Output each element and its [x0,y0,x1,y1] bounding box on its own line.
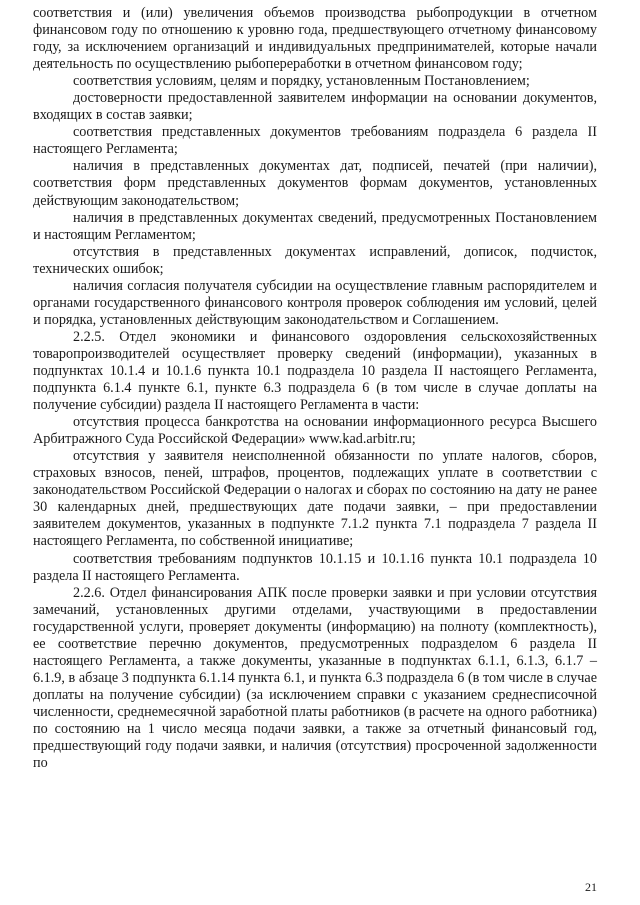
paragraph-subpoints-compliance: соответствия требованиям подпунктов 10.1.15 и 10.1.16 пункта 10.1 подраздела 10 раздела II настоящего Регламента. [33,550,597,584]
paragraph-conditions: соответствия условиям, целям и порядку, установленным Постановлением; [73,73,530,90]
page-number: 21 [585,880,597,894]
paragraph-requirements: соответствия представленных документов требованиям подраздела 6 раздела II настоящего Регламента; [33,124,597,158]
paragraph-reliability: достоверности предоставленной заявителем информации на основании документов, входящих в состав заявки; [33,90,597,124]
paragraph-2-2-6: 2.2.6. Отдел финансирования АПК после проверки заявки и при условии отсутствия замечаний, установленных другими отделами, участвующими в предоставлении государственной услуги, проверяет документы (информацию) на полноту (комплектность), ее соответствие перечню документов, предусмотренных подразделом 6 раздела II настоящего Регламента, а также документы, указанные в подпунктах 6.1.1, 6.1.3, 6.1.7 – 6.1.9, в абзаце 3 подпункта 6.1.14 пункта 6.1, и пункта 6.3 подраздела 6 (в том числе в случае доплаты на получение субсидии) (за исключением справки с указанием среднесписочной численности, среднемесячной заработной платы работников (в расчете на одного работника) по состоянию на 1 число месяца подачи заявки, а также за отчетный финансовый год, предшествующий году подачи заявки, и наличия (отсутствия) просроченной задолженности по [33,584,597,772]
paragraph-dates-signatures: наличия в представленных документах дат, подписей, печатей (при наличии), соответствия форм представленных документов формам документов, установленных действующим законодательством; [33,158,597,209]
document-body [33,5,597,772]
paragraph-consent: наличия согласия получателя субсидии на осуществление главным распорядителем и органами государственного финансового контроля проверок соблюдения им условий, целей и порядка, установленных действующим законодательством и Соглашением. [33,277,597,328]
paragraph-information-present: наличия в представленных документах сведений, предусмотренных Постановлением и настоящим Регламентом; [33,209,597,243]
paragraph-bankruptcy: отсутствия процесса банкротства на основании информационного ресурса Высшего Арбитражного Суда Российской Федерации» www.kad.arbitr.ru; [33,414,597,448]
paragraph-fishery-volume: соответствия и (или) увеличения объемов производства рыбопродукции в отчетном финансовом году по отношению к уровню года, предшествующего отчетному финансовому году, за исключением организаций и индивидуальных предпринимателей, которые начали деятельность по осуществлению рыбопереработки в отчетном финансовом году; [33,5,597,73]
paragraph-no-corrections: отсутствия в представленных документах исправлений, дописок, подчисток, технических ошибок; [33,243,597,277]
paragraph-2-2-5: 2.2.5. Отдел экономики и финансового оздоровления сельскохозяйственных товаропроизводителей осуществляет проверку сведений (информации), указанных в подпунктах 10.1.4 и 10.1.6 пункта 10.1 подраздела 10 раздела II настоящего Регламента, подпункта 6.1.4 пункте 6.1, пункте 6.3 подраздела 6 (в том числе в случае доплаты на получение субсидии) раздела II настоящего Регламента в части: [33,328,597,414]
paragraph-tax-obligations: отсутствия у заявителя неисполненной обязанности по уплате налогов, сборов, страховых взносов, пеней, штрафов, процентов, подлежащих уплате в соответствии с законодательством Российской Федерации о налогах и сборах по состоянию на дату не ранее 30 календарных дней, предшествующих дате подачи заявки, – при предоставлении заявителем документов, указанных в подпункте 7.1.2 пункта 7.1 подраздела 7 раздела II настоящего Регламента, по собственной инициативе; [33,448,597,550]
